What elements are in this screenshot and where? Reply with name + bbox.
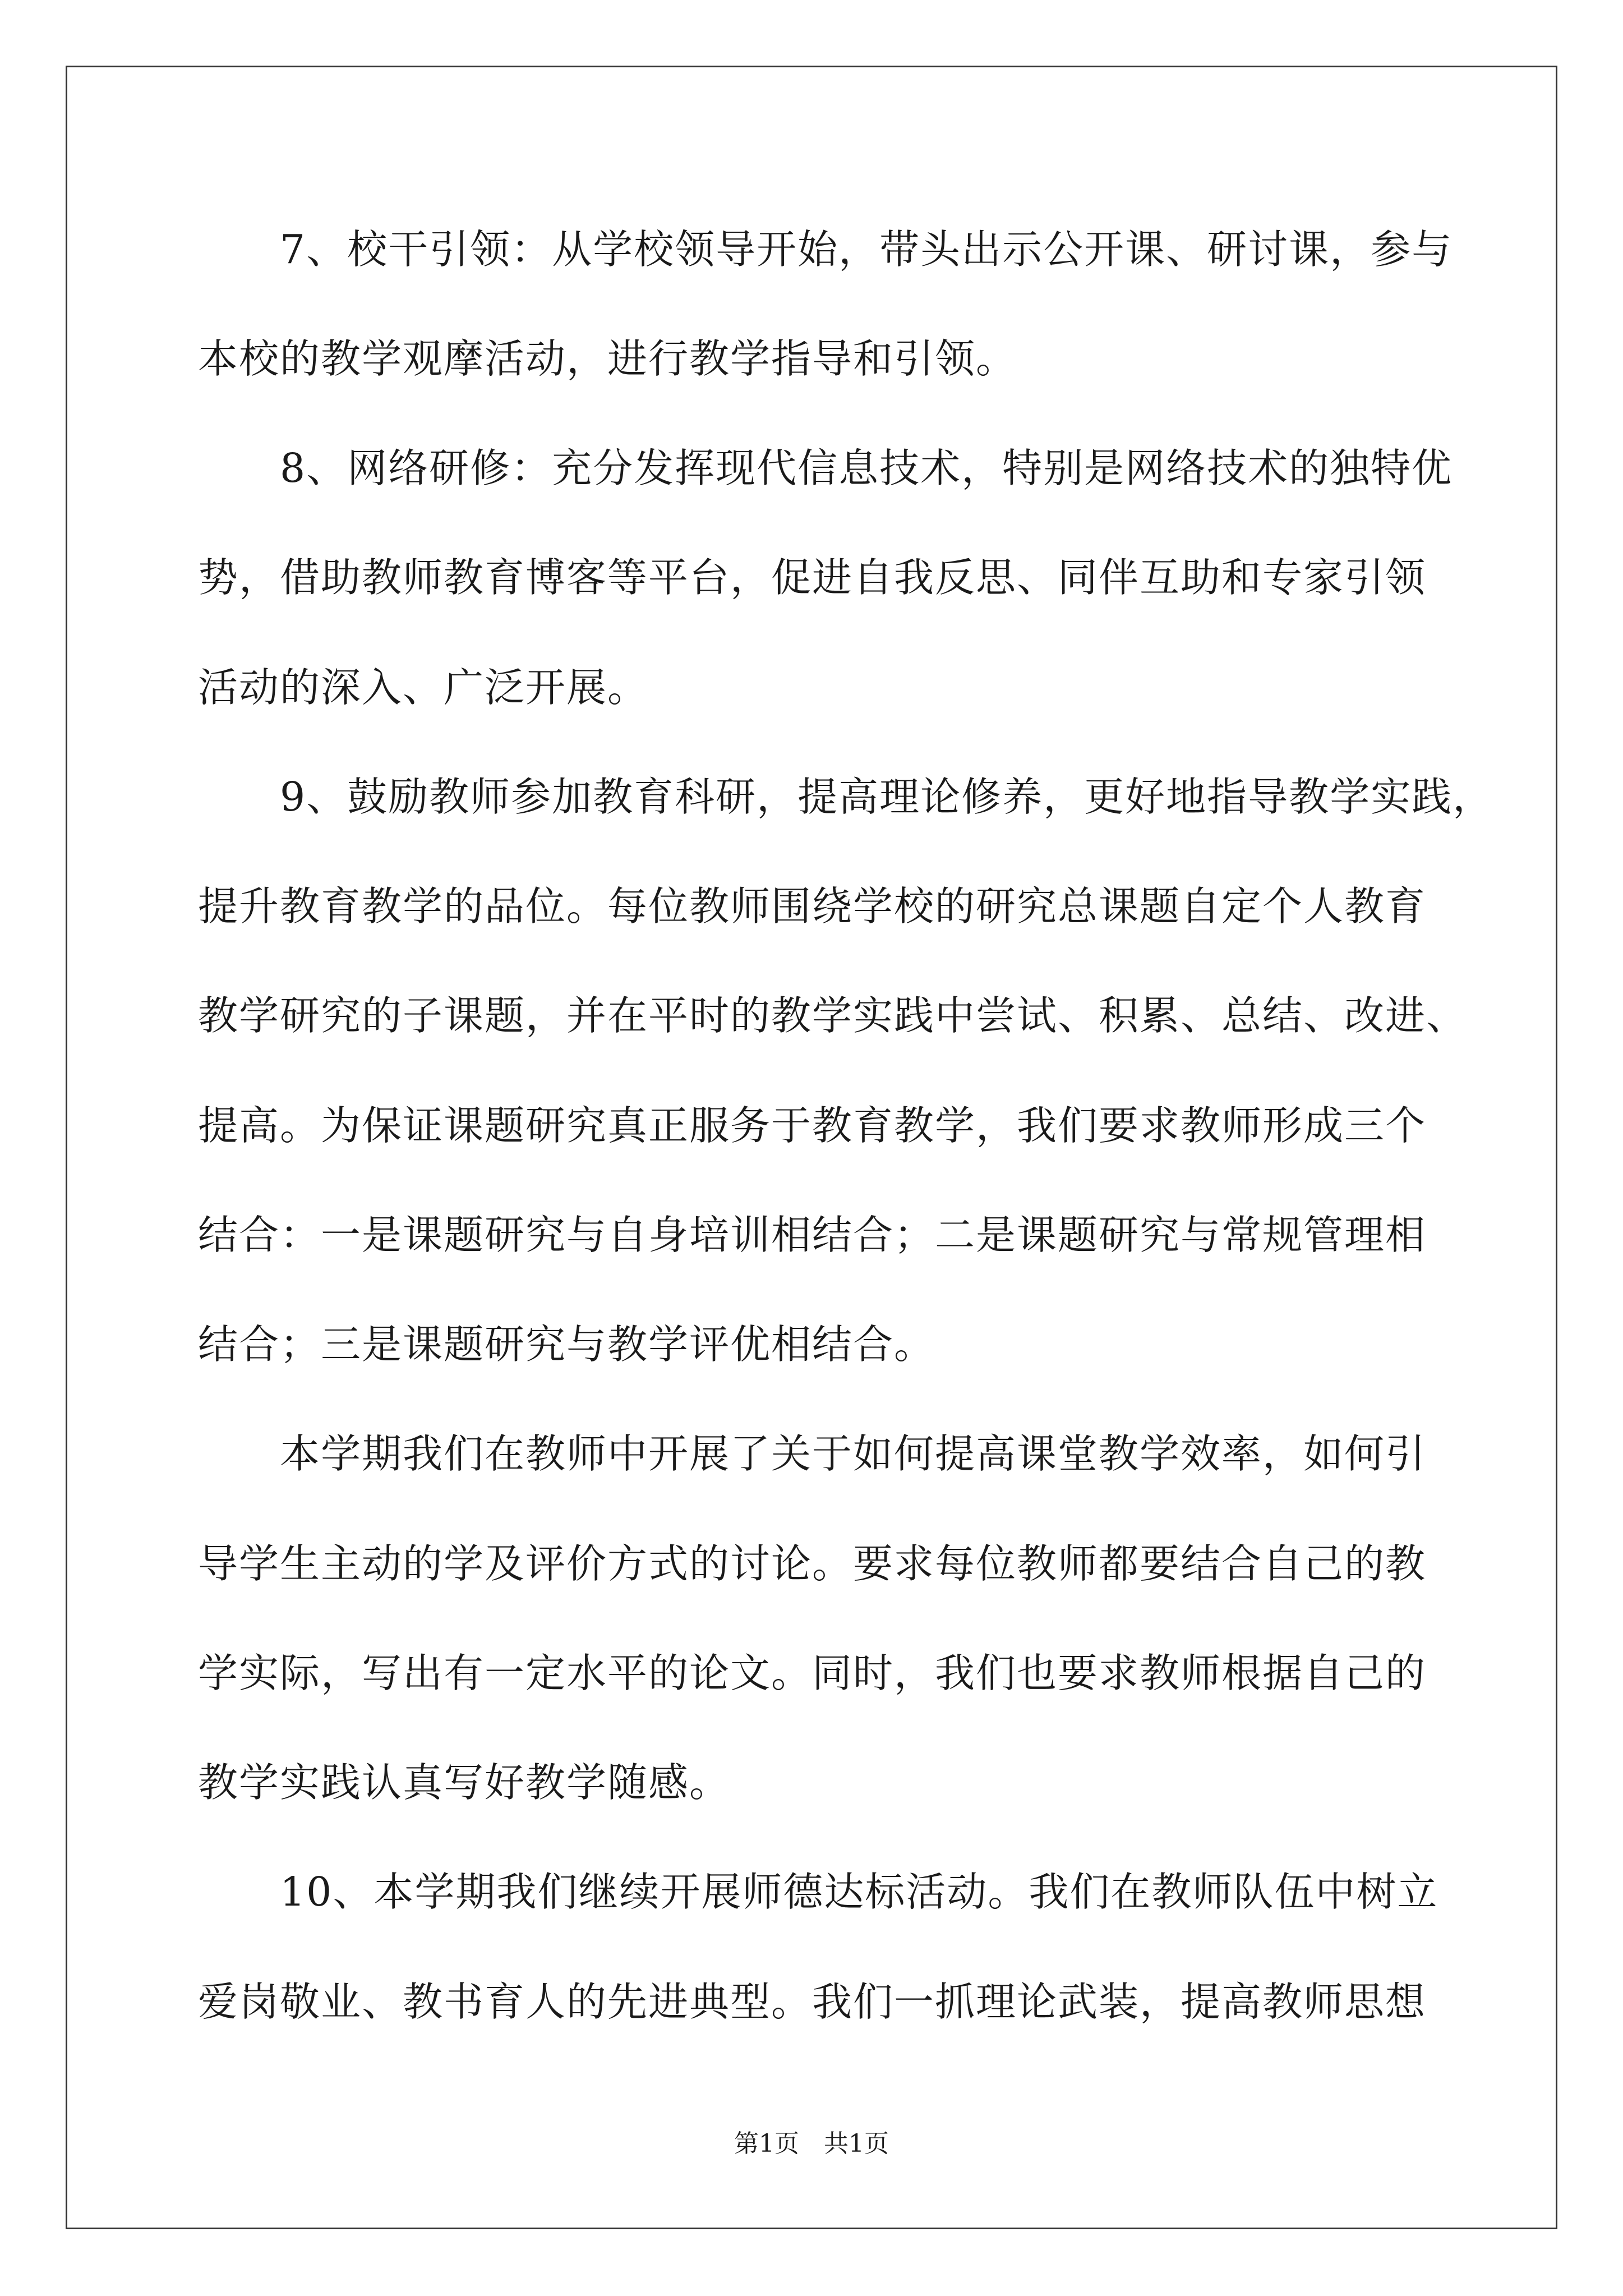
text-line: 提高。为保证课题研究真正服务于教育教学，我们要求教师形成三个 — [198, 1102, 1427, 1149]
text-line: 提升教育教学的品位。每位教师围绕学校的研究总课题自定个人教育 — [198, 883, 1427, 930]
text-line: 教学实践认真写好教学随感。 — [198, 1759, 731, 1806]
text-line: 8、网络研修：充分发挥现代信息技术，特别是网络技术的独特优 — [198, 445, 1453, 491]
text-line: 爱岗敬业、教书育人的先进典型。我们一抓理论武装，提高教师思想 — [198, 1978, 1427, 2025]
text-line: 导学生主动的学及评价方式的讨论。要求每位教师都要结合自己的教 — [198, 1540, 1427, 1587]
text-line: 7、校干引领：从学校领导开始，带头出示公开课、研讨课，参与 — [198, 226, 1453, 273]
text-line: 本校的教学观摩活动，进行教学指导和引领。 — [198, 335, 1017, 382]
text-line: 9、鼓励教师参加教育科研，提高理论修养，更好地指导教学实践， — [198, 774, 1494, 820]
page-number-footer: 第1页 共1页 — [734, 2129, 889, 2158]
text-line: 结合：一是课题研究与自身培训相结合；二是课题研究与常规管理相 — [198, 1212, 1427, 1258]
text-line: 10、本学期我们继续开展师德达标活动。我们在教师队伍中树立 — [198, 1869, 1438, 1915]
text-line: 势，借助教师教育博客等平台，促进自我反思、同伴互助和专家引领 — [198, 554, 1427, 601]
text-line: 活动的深入、广泛开展。 — [198, 664, 649, 711]
text-line: 结合；三是课题研究与教学评优相结合。 — [198, 1321, 935, 1368]
text-line: 学实际，写出有一定水平的论文。同时，我们也要求教师根据自己的 — [198, 1650, 1427, 1696]
text-line: 教学研究的子课题，并在平时的教学实践中尝试、积累、总结、改进、 — [198, 992, 1468, 1039]
text-line: 本学期我们在教师中开展了关于如何提高课堂教学效率，如何引 — [198, 1430, 1427, 1477]
